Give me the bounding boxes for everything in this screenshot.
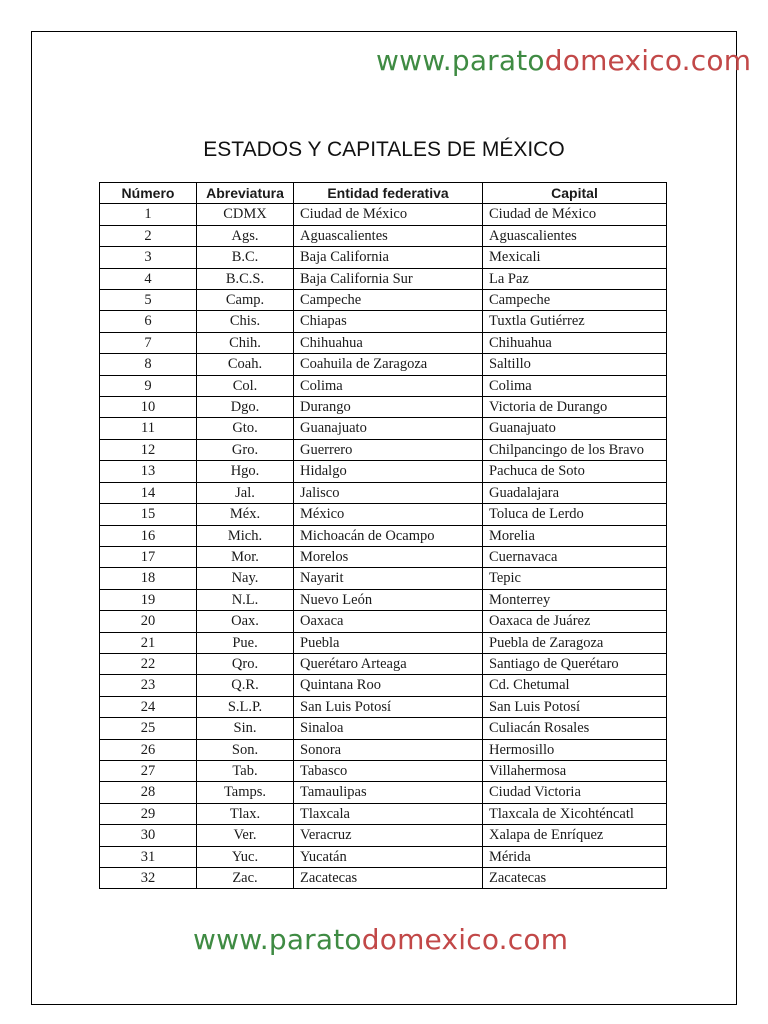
cell-abreviatura: Nay.: [197, 568, 294, 589]
cell-abreviatura: Jal.: [197, 482, 294, 503]
cell-abreviatura: Mor.: [197, 546, 294, 567]
cell-entidad: Querétaro Arteaga: [294, 653, 483, 674]
table-header-row: [100, 183, 667, 204]
cell-abreviatura: Col.: [197, 375, 294, 396]
table-row: [100, 718, 667, 739]
table-row: [100, 290, 667, 311]
cell-abreviatura: Zac.: [197, 868, 294, 889]
cell-numero: 25: [100, 718, 197, 739]
cell-abreviatura: Tab.: [197, 760, 294, 781]
cell-numero: 16: [100, 525, 197, 546]
cell-entidad: México: [294, 504, 483, 525]
cell-entidad: Quintana Roo: [294, 675, 483, 696]
cell-numero: 31: [100, 846, 197, 867]
cell-abreviatura: Chih.: [197, 332, 294, 353]
cell-capital: Hermosillo: [483, 739, 667, 760]
watermark-part-red: domexico: [544, 44, 682, 77]
cell-entidad: Coahuila de Zaragoza: [294, 354, 483, 375]
cell-entidad: Tamaulipas: [294, 782, 483, 803]
cell-numero: 29: [100, 803, 197, 824]
cell-entidad: Campeche: [294, 290, 483, 311]
cell-abreviatura: B.C.S.: [197, 268, 294, 289]
cell-capital: Culiacán Rosales: [483, 718, 667, 739]
watermark-suffix: .com: [681, 44, 752, 77]
cell-capital: La Paz: [483, 268, 667, 289]
table-row: [100, 225, 667, 246]
cell-numero: 2: [100, 225, 197, 246]
cell-abreviatura: Dgo.: [197, 397, 294, 418]
cell-entidad: Sinaloa: [294, 718, 483, 739]
cell-numero: 18: [100, 568, 197, 589]
cell-entidad: Tlaxcala: [294, 803, 483, 824]
table-row: [100, 204, 667, 225]
cell-numero: 5: [100, 290, 197, 311]
table-row: [100, 675, 667, 696]
table-row: [100, 782, 667, 803]
cell-capital: Monterrey: [483, 589, 667, 610]
cell-numero: 22: [100, 653, 197, 674]
cell-entidad: Aguascalientes: [294, 225, 483, 246]
cell-numero: 21: [100, 632, 197, 653]
table-row: [100, 268, 667, 289]
table-row: [100, 825, 667, 846]
cell-numero: 8: [100, 354, 197, 375]
cell-numero: 6: [100, 311, 197, 332]
cell-entidad: Nayarit: [294, 568, 483, 589]
cell-numero: 3: [100, 247, 197, 268]
table-row: [100, 611, 667, 632]
cell-capital: Cd. Chetumal: [483, 675, 667, 696]
cell-entidad: Jalisco: [294, 482, 483, 503]
cell-capital: Zacatecas: [483, 868, 667, 889]
page-title: ESTADOS Y CAPITALES DE MÉXICO: [203, 138, 565, 161]
table-row: [100, 846, 667, 867]
cell-numero: 20: [100, 611, 197, 632]
table-row: [100, 739, 667, 760]
cell-capital: Santiago de Querétaro: [483, 653, 667, 674]
table-row: [100, 247, 667, 268]
cell-capital: Colima: [483, 375, 667, 396]
cell-abreviatura: Gto.: [197, 418, 294, 439]
table-row: [100, 504, 667, 525]
cell-capital: Cuernavaca: [483, 546, 667, 567]
cell-abreviatura: Oax.: [197, 611, 294, 632]
watermark-part-red: domexico: [361, 923, 499, 956]
cell-abreviatura: Son.: [197, 739, 294, 760]
table-row: [100, 760, 667, 781]
cell-capital: Campeche: [483, 290, 667, 311]
cell-capital: Tuxtla Gutiérrez: [483, 311, 667, 332]
table-row: [100, 461, 667, 482]
cell-entidad: Colima: [294, 375, 483, 396]
cell-abreviatura: Pue.: [197, 632, 294, 653]
cell-abreviatura: Tlax.: [197, 803, 294, 824]
cell-abreviatura: Hgo.: [197, 461, 294, 482]
cell-capital: Chihuahua: [483, 332, 667, 353]
cell-abreviatura: B.C.: [197, 247, 294, 268]
header-capital: Capital: [483, 183, 667, 204]
header-abreviatura: Abreviatura: [197, 183, 294, 204]
cell-numero: 32: [100, 868, 197, 889]
cell-numero: 10: [100, 397, 197, 418]
cell-capital: Victoria de Durango: [483, 397, 667, 418]
cell-abreviatura: Gro.: [197, 439, 294, 460]
cell-entidad: Nuevo León: [294, 589, 483, 610]
table-row: [100, 375, 667, 396]
cell-entidad: Durango: [294, 397, 483, 418]
cell-abreviatura: Ver.: [197, 825, 294, 846]
cell-abreviatura: Qro.: [197, 653, 294, 674]
watermark-prefix: www.: [376, 44, 452, 77]
cell-numero: 4: [100, 268, 197, 289]
cell-numero: 28: [100, 782, 197, 803]
cell-capital: Xalapa de Enríquez: [483, 825, 667, 846]
cell-capital: Oaxaca de Juárez: [483, 611, 667, 632]
cell-capital: Villahermosa: [483, 760, 667, 781]
table-row: [100, 803, 667, 824]
cell-entidad: Michoacán de Ocampo: [294, 525, 483, 546]
table-row: [100, 868, 667, 889]
table-row: [100, 397, 667, 418]
watermark-bottom: [193, 923, 568, 956]
table-row: [100, 354, 667, 375]
table-row: [100, 589, 667, 610]
cell-capital: Chilpancingo de los Bravo: [483, 439, 667, 460]
cell-capital: Toluca de Lerdo: [483, 504, 667, 525]
watermark-part-green: parato: [451, 44, 545, 77]
cell-numero: 27: [100, 760, 197, 781]
cell-abreviatura: Chis.: [197, 311, 294, 332]
header-numero: Número: [100, 183, 197, 204]
table-body: [100, 204, 667, 889]
cell-abreviatura: Yuc.: [197, 846, 294, 867]
cell-capital: Morelia: [483, 525, 667, 546]
cell-entidad: Sonora: [294, 739, 483, 760]
cell-capital: Mérida: [483, 846, 667, 867]
cell-numero: 15: [100, 504, 197, 525]
table-row: [100, 546, 667, 567]
table-row: [100, 332, 667, 353]
table-row: [100, 418, 667, 439]
cell-numero: 13: [100, 461, 197, 482]
cell-abreviatura: Camp.: [197, 290, 294, 311]
cell-capital: Ciudad de México: [483, 204, 667, 225]
cell-numero: 30: [100, 825, 197, 846]
cell-capital: Guanajuato: [483, 418, 667, 439]
cell-abreviatura: Mich.: [197, 525, 294, 546]
table-row: [100, 653, 667, 674]
cell-numero: 14: [100, 482, 197, 503]
cell-capital: Aguascalientes: [483, 225, 667, 246]
cell-entidad: Yucatán: [294, 846, 483, 867]
cell-entidad: Baja California Sur: [294, 268, 483, 289]
cell-numero: 9: [100, 375, 197, 396]
cell-entidad: San Luis Potosí: [294, 696, 483, 717]
cell-numero: 1: [100, 204, 197, 225]
cell-entidad: Baja California: [294, 247, 483, 268]
watermark-part-green: parato: [268, 923, 362, 956]
cell-abreviatura: N.L.: [197, 589, 294, 610]
table-row: [100, 568, 667, 589]
cell-numero: 11: [100, 418, 197, 439]
cell-numero: 12: [100, 439, 197, 460]
cell-entidad: Zacatecas: [294, 868, 483, 889]
cell-abreviatura: Coah.: [197, 354, 294, 375]
cell-capital: Mexicali: [483, 247, 667, 268]
cell-entidad: Oaxaca: [294, 611, 483, 632]
cell-numero: 24: [100, 696, 197, 717]
states-table: [99, 182, 667, 889]
cell-abreviatura: S.L.P.: [197, 696, 294, 717]
cell-capital: Saltillo: [483, 354, 667, 375]
table-row: [100, 439, 667, 460]
cell-capital: Guadalajara: [483, 482, 667, 503]
table-row: [100, 632, 667, 653]
cell-abreviatura: Tamps.: [197, 782, 294, 803]
watermark-prefix: www.: [193, 923, 269, 956]
cell-abreviatura: Sin.: [197, 718, 294, 739]
cell-abreviatura: Ags.: [197, 225, 294, 246]
cell-numero: 7: [100, 332, 197, 353]
cell-numero: 26: [100, 739, 197, 760]
cell-capital: Tepic: [483, 568, 667, 589]
cell-entidad: Puebla: [294, 632, 483, 653]
cell-entidad: Tabasco: [294, 760, 483, 781]
cell-entidad: Guerrero: [294, 439, 483, 460]
cell-entidad: Hidalgo: [294, 461, 483, 482]
cell-entidad: Chihuahua: [294, 332, 483, 353]
header-entidad: Entidad federativa: [294, 183, 483, 204]
cell-entidad: Ciudad de México: [294, 204, 483, 225]
cell-capital: Ciudad Victoria: [483, 782, 667, 803]
cell-abreviatura: CDMX: [197, 204, 294, 225]
cell-abreviatura: Méx.: [197, 504, 294, 525]
cell-abreviatura: Q.R.: [197, 675, 294, 696]
cell-capital: Tlaxcala de Xicohténcatl: [483, 803, 667, 824]
cell-capital: San Luis Potosí: [483, 696, 667, 717]
cell-numero: 19: [100, 589, 197, 610]
watermark-suffix: .com: [498, 923, 569, 956]
table-row: [100, 311, 667, 332]
cell-numero: 17: [100, 546, 197, 567]
cell-entidad: Morelos: [294, 546, 483, 567]
table-row: [100, 482, 667, 503]
cell-capital: Puebla de Zaragoza: [483, 632, 667, 653]
cell-capital: Pachuca de Soto: [483, 461, 667, 482]
table-row: [100, 525, 667, 546]
watermark-top: [376, 44, 751, 77]
table-row: [100, 696, 667, 717]
cell-numero: 23: [100, 675, 197, 696]
cell-entidad: Veracruz: [294, 825, 483, 846]
cell-entidad: Chiapas: [294, 311, 483, 332]
cell-entidad: Guanajuato: [294, 418, 483, 439]
